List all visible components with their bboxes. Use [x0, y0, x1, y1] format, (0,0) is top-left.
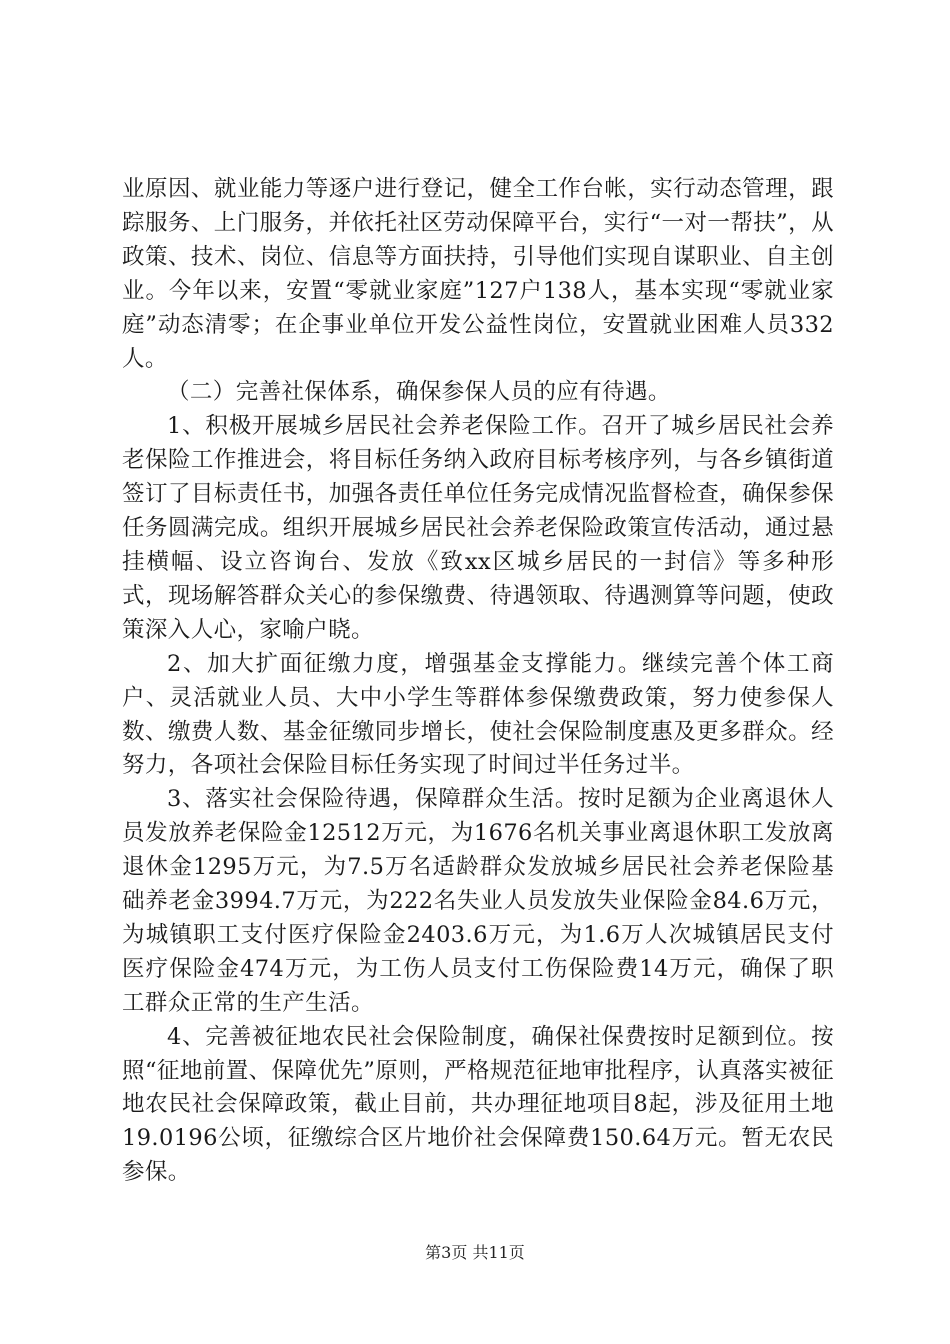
paragraph-5: 3、落实社会保险待遇，保障群众生活。按时足额为企业离退休人员发放养老保险金12512万元，为1676名机关事业离退休职工发放离退休金1295万元，为7.5万名适龄群众发放城乡居民社会养老保险基础养老金3994.7万元，为222名失业人员发放失业保险金84.6万元，为城镇职工支付医疗保险金2403.6万元，为1.6万人次城镇居民支付医疗保险金474万元，为工伤人员支付工伤保险费14万元，确保了职工群众正常的生产生活。 — [122, 786, 834, 1016]
page-number-footer: 第3页 共11页 — [425, 1243, 525, 1262]
paragraph-1: 业原因、就业能力等逐户进行登记，健全工作台帐，实行动态管理，跟踪服务、上门服务，并依托社区劳动保障平台，实行“一对一帮扶”，从政策、技术、岗位、信息等方面扶持，引导他们实现自谋职业、自主创业。今年以来，安置“零就业家庭”127户138人，基本实现“零就业家庭”动态清零；在企事业单位开发公益性岗位，安置就业困难人员332人。 — [122, 176, 834, 372]
paragraph-6: 4、完善被征地农民社会保险制度，确保社保费按时足额到位。按照“征地前置、保障优先”原则，严格规范征地审批程序，认真落实被征地农民社会保障政策，截止目前，共办理征地项目8起，涉及征用土地19.0196公顷，征缴综合区片地价社会保障费150.64万元。暂无农民参保。 — [122, 1023, 834, 1186]
paragraph-4: 2、加大扩面征缴力度，增强基金支撑能力。继续完善个体工商户、灵活就业人员、大中小学生等群体参保缴费政策，努力使参保人数、缴费人数、基金征缴同步增长，使社会保险制度惠及更多群众。经努力，各项社会保险目标任务实现了时间过半任务过半。 — [122, 650, 834, 779]
section-heading-2: （二）完善社保体系，确保参保人员的应有待遇。 — [167, 379, 671, 406]
document-body — [122, 173, 834, 1190]
paragraph-3: 1、积极开展城乡居民社会养老保险工作。召开了城乡居民社会养老保险工作推进会，将目标任务纳入政府目标考核序列，与各乡镇街道签订了目标责任书，加强各责任单位任务完成情况监督检查，确保参保任务圆满完成。组织开展城乡居民社会养老保险政策宣传活动，通过悬挂横幅、设立咨询台、发放《致xx区城乡居民的一封信》等多种形式，现场解答群众关心的参保缴费、待遇领取、待遇测算等问题，使政策深入人心，家喻户晓。 — [122, 413, 834, 643]
